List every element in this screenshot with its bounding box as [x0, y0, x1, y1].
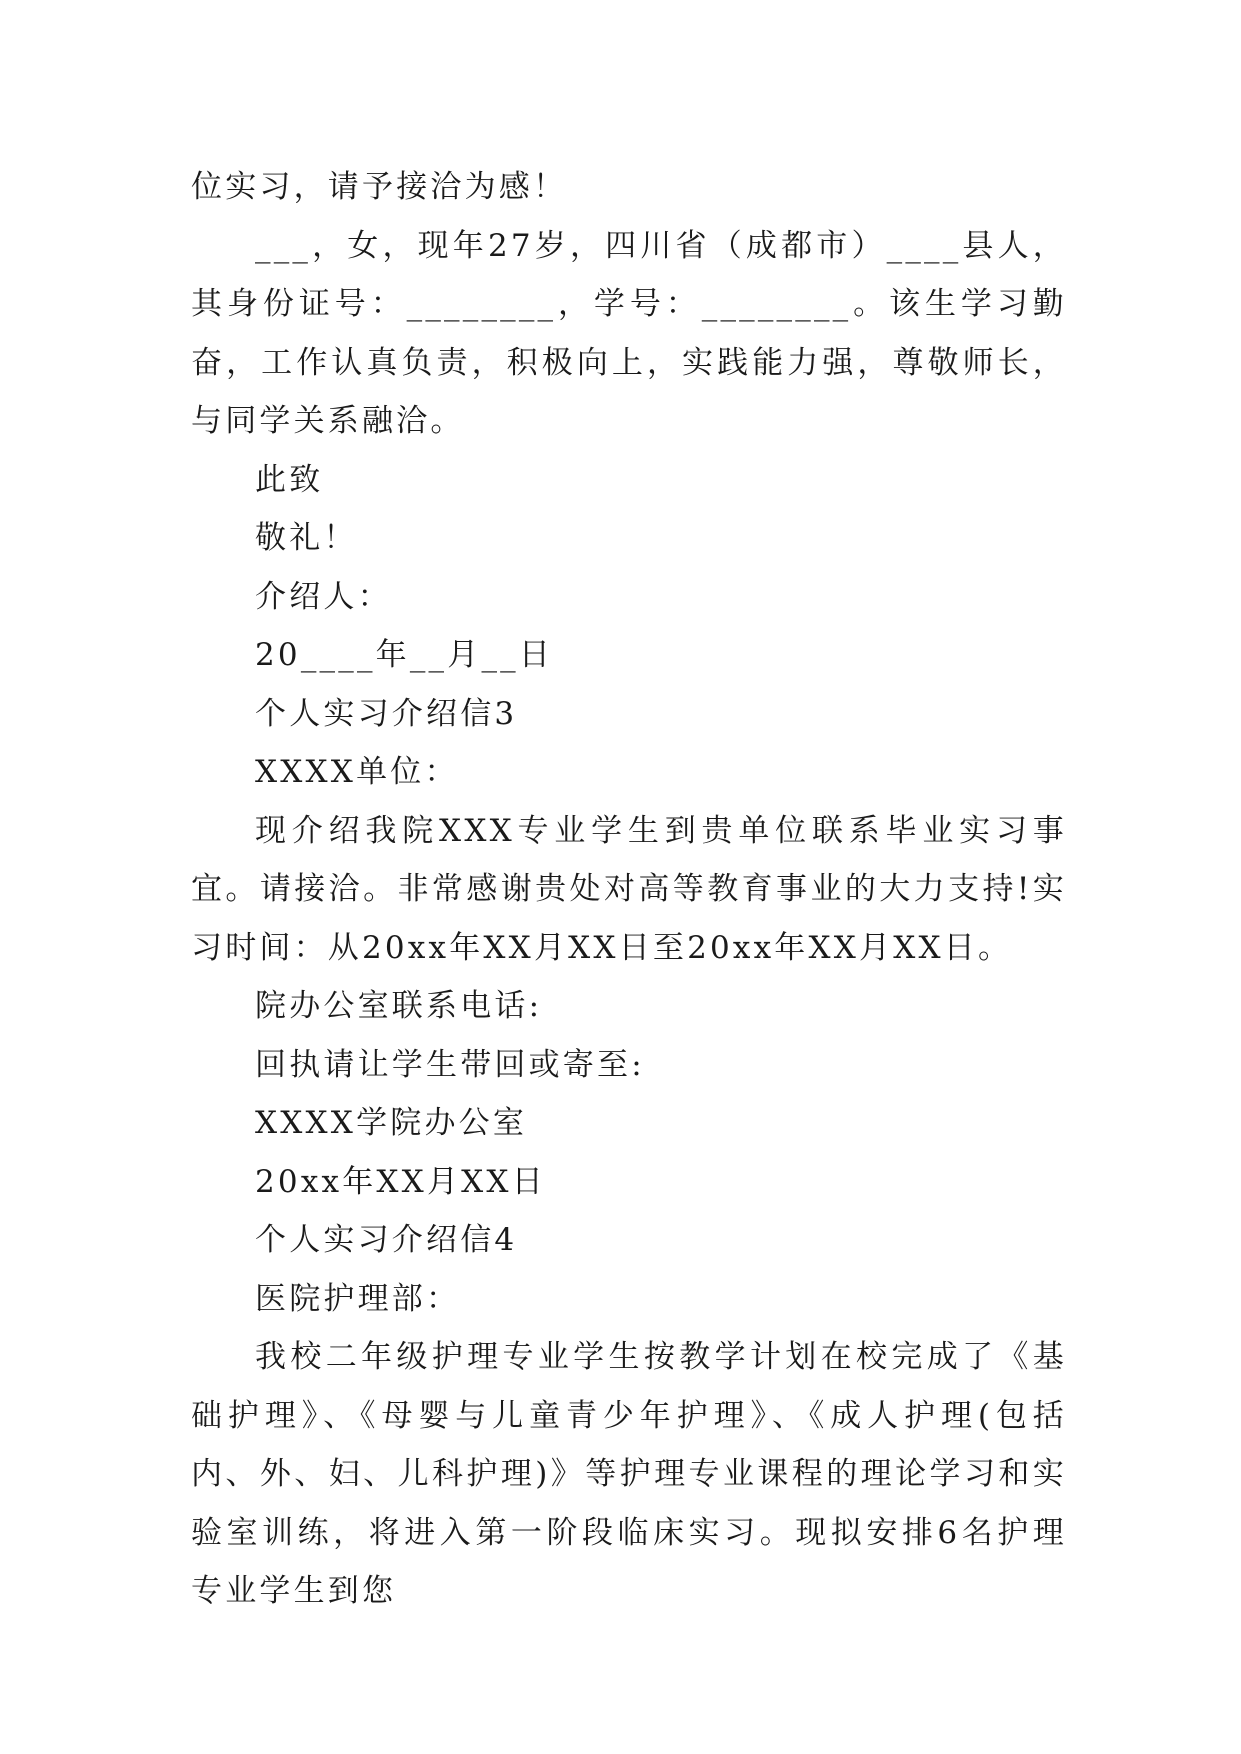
receipt-return-line: 回执请让学生带回或寄至:: [255, 1046, 645, 1083]
letter-heading-4: 个人实习介绍信4: [255, 1222, 518, 1258]
office-name-line: XXXX学院办公室: [255, 1105, 528, 1141]
recipient-nursing-dept: 医院护理部：: [255, 1280, 461, 1317]
closing-regards: 敬礼！: [255, 520, 358, 556]
paragraph-introduction: 现介绍我院XXX专业学生到贵单位联系毕业实习事宜。请接洽。非常感谢贵处对高等教育事业的大力支持!实习时间：从20xx年XX月XX日至20xx年XX月XX日。: [191, 812, 1067, 966]
date-line: 20____年__月__日: [255, 637, 554, 673]
paragraph-continuation: 位实习，请予接洽为感！: [191, 169, 568, 205]
document-page: [191, 158, 1067, 1621]
introducer-label: 介绍人：: [255, 578, 392, 615]
date-line-2: 20xx年XX月XX日: [255, 1163, 546, 1200]
closing-salutation: 此致: [255, 461, 324, 498]
office-phone-line: 院办公室联系电话:: [255, 988, 543, 1024]
letter-heading-3: 个人实习介绍信3: [255, 695, 518, 732]
recipient-line: XXXX单位：: [255, 754, 459, 790]
paragraph-student-info: ___，女，现年27岁，四川省（成都市）____县人，其身份证号：________，学号：________。该生学习勤奋，工作认真负责，积极向上，实践能力强，尊敬师长，与同学关系融洽。: [191, 227, 1067, 439]
paragraph-nursing-internship: 我校二年级护理专业学生按教学计划在校完成了《基础护理》、《母婴与儿童青少年护理》、《成人护理(包括内、外、妇、儿科护理)》等护理专业课程的理论学习和实验室训练，将进入第一阶段临床实习。现拟安排6名护理专业学生到您: [191, 1339, 1067, 1609]
